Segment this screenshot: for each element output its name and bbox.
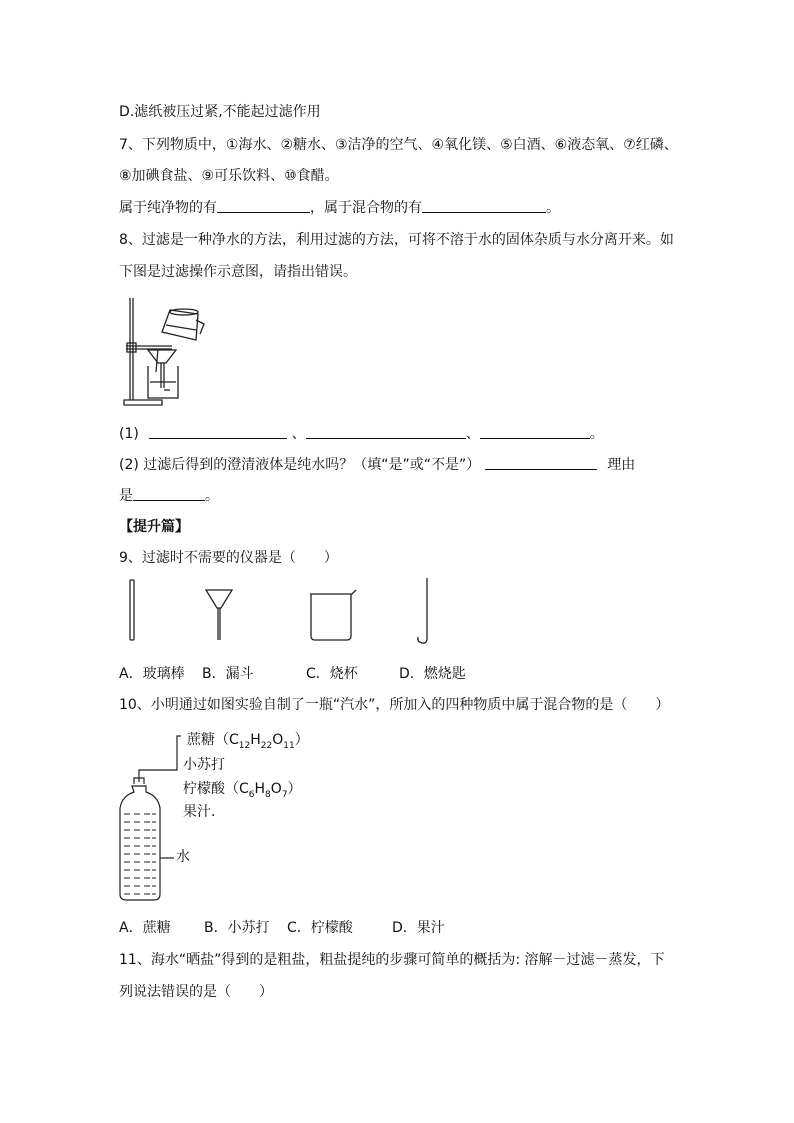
sucrose-formula-o: O	[272, 732, 284, 748]
q8-stem-line1: 8、过滤是一种净水的方法，利用过滤的方法，可将不溶于水的固体杂质与水分离开来。如	[119, 232, 674, 248]
q8-reason-prefix: 是	[119, 488, 133, 504]
q8-stem-line2: 下图是过滤操作示意图，请指出错误。	[119, 264, 357, 280]
sucrose-formula-c: C	[229, 732, 239, 748]
q10-label-sucrose	[187, 730, 309, 756]
citric-formula-o-count: 7	[281, 789, 288, 800]
q10-stem: 10、小明通过如图实验自制了一瓶“汽水”，所加入的四种物质中属于混合物的是（ ）	[119, 697, 670, 713]
q8-pure-water-blank[interactable]	[485, 455, 597, 470]
q7-mixture-blank[interactable]	[422, 198, 546, 213]
q7-period: 。	[546, 200, 560, 216]
sucrose-formula-c-count: 12	[238, 740, 251, 751]
sucrose-formula-o-count: 11	[283, 740, 295, 751]
q10-option-b[interactable]: B．小苏打	[204, 920, 270, 936]
q6-option-d: D.滤纸被压过紧,不能起过滤作用	[119, 104, 321, 120]
citric-formula-h-count: 8	[265, 789, 271, 800]
citric-formula-o: O	[270, 781, 282, 797]
citric-formula-c-count: 6	[248, 789, 255, 800]
q8-reason-period: 。	[205, 488, 219, 504]
filtration-diagram	[120, 294, 216, 408]
q9-instruments-figure	[120, 574, 440, 646]
q7-mixture-label: ，属于混合物的有	[310, 200, 422, 216]
sucrose-name: 蔗糖（	[187, 732, 229, 748]
q10-option-a[interactable]: A．蔗糖	[119, 920, 171, 936]
q7-stem-line1: 7、下列物质中，①海水、②糖水、③洁净的空气、④氧化镁、⑤白酒、⑥液态氧、⑦红磷、	[119, 137, 678, 153]
q9-option-d[interactable]: D．燃烧匙	[399, 666, 466, 682]
q8-reason-blank[interactable]	[133, 486, 205, 501]
q10-label-citric	[183, 779, 302, 805]
q10-option-c[interactable]: C．柠檬酸	[287, 920, 353, 936]
beaker-icon	[310, 590, 356, 640]
q8-reason-label: 理由	[607, 457, 636, 473]
q8-sub1-line	[119, 424, 604, 444]
q8-sub2-question: 过滤后得到的澄清液体是纯水吗？（填“是”或“不是”）	[143, 457, 481, 473]
q8-error-blank-3[interactable]	[480, 424, 590, 439]
q10-option-d[interactable]: D．果汁	[392, 920, 445, 936]
q8-error-blank-2[interactable]	[306, 424, 466, 439]
q9-stem: 9、过滤时不需要的仪器是（ ）	[119, 550, 338, 566]
q8-sub2-label: (2)	[119, 457, 139, 473]
q8-sub2-line	[119, 455, 635, 475]
q9-option-c[interactable]: C．烧杯	[306, 666, 358, 682]
q8-reason-line	[119, 486, 219, 506]
glass-rod-icon	[130, 580, 134, 640]
q11-stem-line2: 列说法错误的是（ ）	[119, 984, 273, 1000]
q7-answer-line	[119, 198, 560, 218]
q8-sub1-label: (1)	[119, 426, 139, 442]
q8-sep-1: 、	[291, 426, 306, 442]
citric-close-paren: ）	[287, 781, 302, 797]
q10-label-water: 水	[176, 849, 190, 865]
combustion-spoon-icon	[418, 578, 427, 643]
q7-stem-line2: ⑧加碘食盐、⑨可乐饮料、⑩食醋。	[119, 168, 339, 184]
sucrose-close-paren: ）	[294, 732, 309, 748]
citric-name: 柠檬酸（	[183, 781, 239, 797]
q10-label-juice: 果汁．	[183, 804, 225, 820]
citric-formula-c: C	[239, 781, 249, 797]
sucrose-formula-h: H	[250, 732, 261, 748]
sucrose-formula-h-count: 22	[260, 740, 273, 751]
q9-option-b[interactable]: B．漏斗	[202, 666, 254, 682]
section-title-advanced: 【提升篇】	[119, 519, 189, 535]
q8-sub1-period: 。	[589, 426, 604, 442]
q8-sep-2: 、	[465, 426, 480, 442]
q7-pure-label: 属于纯净物的有	[119, 200, 217, 216]
citric-formula-h: H	[254, 781, 266, 797]
q8-error-blank-1[interactable]	[149, 424, 287, 439]
q11-stem-line1: 11、海水“晒盐”得到的是粗盐，粗盐提纯的步骤可简单的概括为: 溶解－过滤－蒸发，下	[119, 952, 665, 968]
funnel-icon	[206, 590, 232, 640]
q10-label-soda: 小苏打	[183, 757, 225, 773]
q7-pure-blank[interactable]	[217, 198, 310, 213]
q9-option-a[interactable]: A．玻璃棒	[119, 666, 185, 682]
